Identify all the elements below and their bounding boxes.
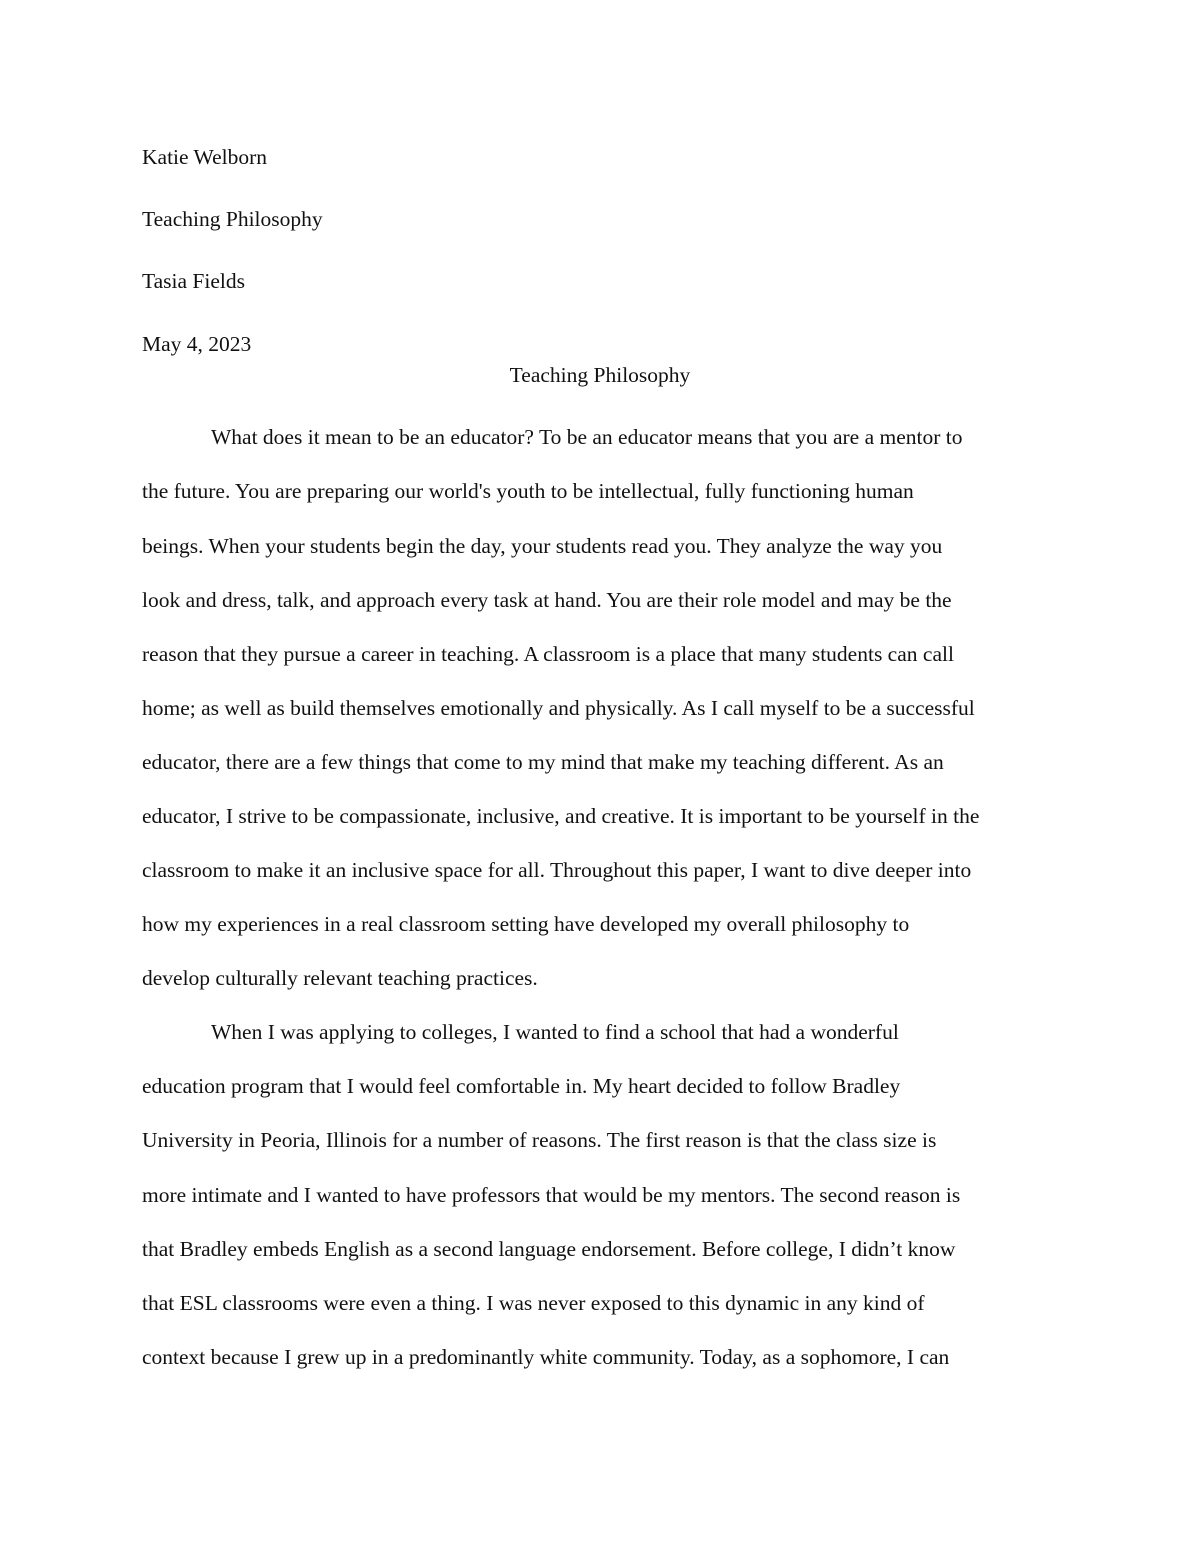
paragraph-line: educator, I strive to be compassionate, inclusive, and creative. It is important to be yourself in the — [142, 804, 980, 828]
paragraph-line: more intimate and I wanted to have professors that would be my mentors. The second reason is — [142, 1183, 961, 1207]
paragraph-line: educator, there are a few things that come to my mind that make my teaching different. As an — [142, 750, 944, 774]
paragraph-line: home; as well as build themselves emotionally and physically. As I call myself to be a successful — [142, 696, 975, 720]
course-name: Teaching Philosophy — [142, 207, 323, 231]
paragraph-line: look and dress, talk, and approach every task at hand. You are their role model and may be the — [142, 588, 952, 612]
paragraph-line: When I was applying to colleges, I wanted to find a school that had a wonderful — [211, 1020, 899, 1044]
paragraph-line: how my experiences in a real classroom setting have developed my overall philosophy to — [142, 912, 910, 936]
paragraph-line: beings. When your students begin the day, your students read you. They analyze the way you — [142, 534, 943, 558]
paragraph-line: the future. You are preparing our world's youth to be intellectual, fully functioning human — [142, 479, 914, 503]
paragraph-line: context because I grew up in a predominantly white community. Today, as a sophomore, I can — [142, 1345, 950, 1369]
document-title: Teaching Philosophy — [509, 363, 691, 387]
paragraph-line: that ESL classrooms were even a thing. I was never exposed to this dynamic in any kind of — [142, 1291, 925, 1315]
document-date: May 4, 2023 — [142, 332, 252, 356]
paragraph-line: What does it mean to be an educator? To be an educator means that you are a mentor to — [211, 425, 963, 449]
paragraph-line: that Bradley embeds English as a second language endorsement. Before college, I didn’t know — [142, 1237, 956, 1261]
author-name: Katie Welborn — [142, 145, 268, 169]
paragraph-line: education program that I would feel comfortable in. My heart decided to follow Bradley — [142, 1074, 901, 1098]
paragraph-line: classroom to make it an inclusive space for all. Throughout this paper, I want to dive deeper into — [142, 858, 972, 882]
paragraph-line: University in Peoria, Illinois for a number of reasons. The first reason is that the class size is — [142, 1128, 937, 1152]
paragraph-line: reason that they pursue a career in teaching. A classroom is a place that many students can call — [142, 642, 954, 666]
paragraph-line: develop culturally relevant teaching practices. — [142, 966, 538, 990]
instructor-name: Tasia Fields — [142, 269, 245, 293]
